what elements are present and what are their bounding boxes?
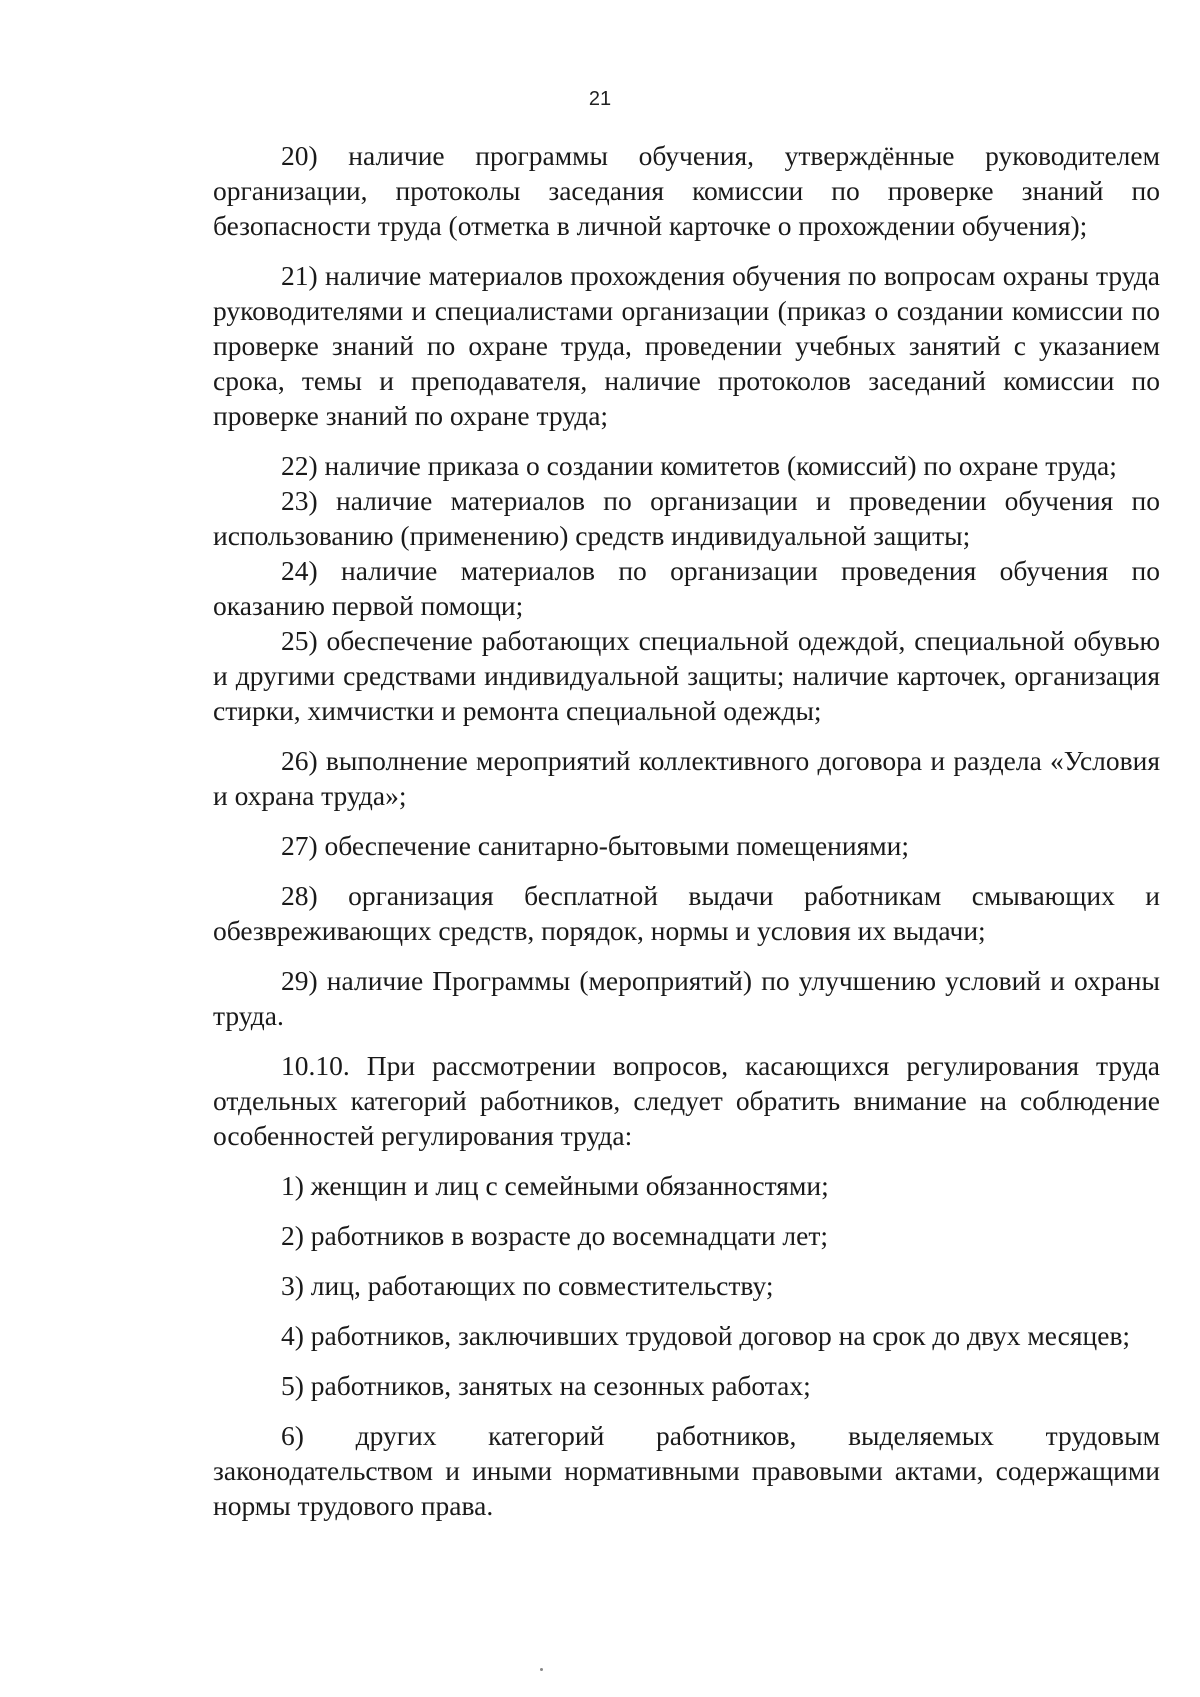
paragraph-category-2: 2) работников в возрасте до восемнадцати лет; xyxy=(281,1220,828,1251)
paragraph-item-25: 25) обеспечение работающих специальной одеждой, специальной обувью и другими средствами индивидуальной защиты; наличие карточек, организация стирки, химчистки и ремонта специальной одежды; xyxy=(213,625,1160,726)
paragraph-item-22: 22) наличие приказа о создании комитетов (комиссий) по охране труда; xyxy=(281,450,1117,481)
paragraph-category-4: 4) работников, заключивших трудовой договор на срок до двух месяцев; xyxy=(281,1320,1131,1351)
paragraph-item-29: 29) наличие Программы (мероприятий) по улучшению условий и охраны труда. xyxy=(213,965,1160,1031)
paragraph-category-5: 5) работников, занятых на сезонных работах; xyxy=(281,1370,811,1401)
paragraph-section-10-10: 10.10. При рассмотрении вопросов, касающихся регулирования труда отдельных категорий работников, следует обратить внимание на соблюдение особенностей регулирования труда: xyxy=(213,1050,1160,1151)
scan-speck xyxy=(540,1668,543,1671)
page-number: 21 xyxy=(588,88,612,110)
paragraph-item-26: 26) выполнение мероприятий коллективного договора и раздела «Условия и охрана труда»; xyxy=(213,745,1160,811)
paragraph-category-1: 1) женщин и лиц с семейными обязанностями; xyxy=(281,1170,829,1201)
paragraph-item-28: 28) организация бесплатной выдачи работникам смывающих и обезвреживающих средств, порядок, нормы и условия их выдачи; xyxy=(213,880,1160,946)
paragraph-item-20: 20) наличие программы обучения, утверждённые руководителем организации, протоколы заседания комиссии по проверке знаний по безопасности труда (отметка в личной карточке о прохождении обучения); xyxy=(213,140,1160,241)
paragraph-category-3: 3) лиц, работающих по совместительству; xyxy=(281,1270,774,1301)
paragraph-item-23: 23) наличие материалов по организации и проведении обучения по использованию (применению) средств индивидуальной защиты; xyxy=(213,485,1160,551)
paragraph-item-24: 24) наличие материалов по организации проведения обучения по оказанию первой помощи; xyxy=(213,555,1160,621)
paragraph-item-27: 27) обеспечение санитарно-бытовыми помещениями; xyxy=(281,830,910,861)
document-body xyxy=(213,138,1160,1523)
paragraph-category-6: 6) других категорий работников, выделяемых трудовым законодательством и иными нормативными правовыми актами, содержащими нормы трудового права. xyxy=(213,1420,1160,1521)
paragraph-item-21: 21) наличие материалов прохождения обучения по вопросам охраны труда руководителями и специалистами организации (приказ о создании комиссии по проверке знаний по охране труда, проведении учебных занятий с указанием срока, темы и преподавателя, наличие протоколов заседаний комиссии по проверке знаний по охране труда; xyxy=(213,260,1160,431)
